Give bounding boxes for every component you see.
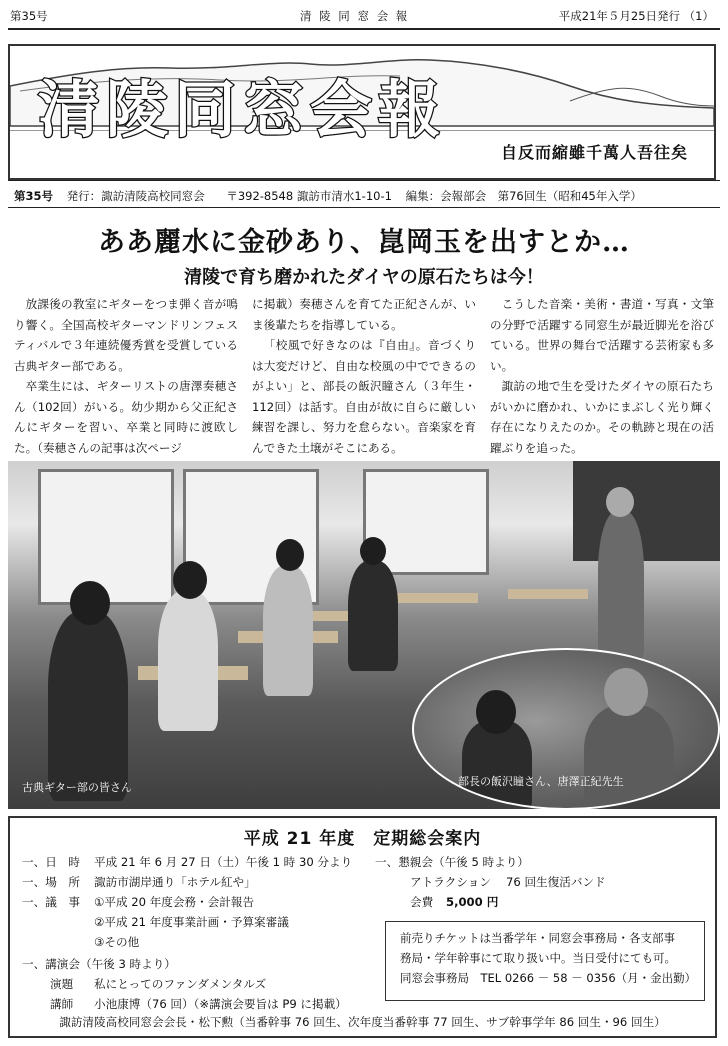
article-column-1 [14,294,238,458]
student-head [70,581,110,625]
pubinfo-editor: 編集：会報部会 第76回生（昭和45年入学） [405,189,642,203]
article-paragraph: 「校風で好きなのは『自由』。音づくりは大変だけど、自由な校風の中でできるのがよい」と、部長の飯沢瞳さん（３年生・112回）は話す。自由が故に自らに厳しい練習を課し、努力を怠らない。音楽家を育んできた土壌がそこにある。 [252,338,476,455]
notice-item: ③その他 [94,935,140,949]
pubinfo-publisher: 発行：諏訪清陵高校同窓会 [66,189,205,203]
teacher-figure [598,511,644,661]
article-paragraph: 諏訪の地で生を受けたダイヤの原石たちがいかに磨かれ、いかにまぶしく光り輝く存在になりえたのか。その軌跡と現在の活躍ぶりを追った。 [490,379,714,455]
desk [508,589,588,599]
student-figure [263,566,313,696]
teacher-head [606,487,634,517]
pubinfo-issue: 第35号 [14,189,54,203]
student-head [276,539,304,571]
subheadline: 清陵で育ち磨かれたダイヤの原石たちは今！ [184,267,544,288]
masthead-motto: 自反而縮雖千萬人吾往矣 [500,143,688,162]
student-head [360,537,386,565]
ticket-line: 同窓会事務局 TEL 0266 － 58 － 0356（月・金出勤） [400,971,697,985]
pubinfo-rule-top [8,180,720,181]
party-info: 一、懇親会（午後 5 時より） [375,855,529,869]
masthead-title: 清陵同窓会報 [38,73,447,146]
header-rule [8,28,720,30]
photo-caption: 古典ギター部の皆さん [22,781,132,794]
desk [388,593,478,603]
pubinfo-address: 〒392-8548 諏訪市清水1-10-1 [226,189,392,203]
notice-title: 平成 21 年度 定期総会案内 [243,829,482,849]
notice-footer: 諏訪清陵高校同窓会会長・松下勲（当番幹事 76 回生、次年度当番幹事 77 回生、サブ幹事学年 86 回生・96 回生） [59,1015,666,1029]
article-paragraph: 卒業生には、ギターリストの唐澤奏穂さん（102回）がいる。幼少期から父正紀さんにギターを習い、卒業と同時に渡欧した。（奏穂さんの記事は次ページ [14,379,238,455]
article-column-2 [252,294,476,458]
inset-caption: 部長の飯沢瞳さん、唐澤正紀先生 [458,775,624,788]
ticket-line: 務局・学年幹事にて取り扱い中。当日受付にても可。 [400,951,676,965]
issue-date: 平成21年５月25日発行 （1） [558,9,714,23]
paper-name: 清 陵 同 窓 会 報 [300,9,410,23]
party-fee: 会費 5,000 円 [410,895,499,909]
notice-item: 演題 私にとってのファンダメンタルズ [50,977,267,991]
publication-info [14,188,642,204]
student-figure [158,591,218,731]
notice-item: 講師 小池康博（76 回）（※講演会要旨は P9 に掲載） [50,997,347,1011]
article-paragraph: 放課後の教室にギターをつま弾く音が鳴り響く。全国高校ギターマンドリンフェスティバルで３年連続優秀賞を受賞している古典ギター部である。 [14,297,238,373]
teacher-head [604,668,648,716]
teacher-figure [584,705,674,810]
notice-item: 一、議 事 ①平成 20 年度会務・会計報告 [22,895,255,909]
pubinfo-rule-bottom [8,207,720,208]
headline: ああ麗水に金砂あり、崑岡玉を出すとか… [98,227,630,258]
notice-item: 一、日 時 平成 21 年 6 月 27 日（土）午後 1 時 30 分より [22,855,353,869]
article-paragraph: こうした音楽・美術・書道・写真・文筆の分野で活躍する同窓生が最近脚光を浴びている。世界の舞台で活躍する芸術家も多い。 [490,297,714,373]
ticket-info-box [385,921,705,1001]
party-attraction: アトラクション 76 回生復活バンド [410,875,606,889]
issue-number: 第35号 [10,9,48,23]
notice-item: 一、講演会（午後 3 時より） [22,957,176,971]
student-figure [348,561,398,671]
student-head [173,561,207,599]
notice-item: 一、場 所 諏訪市湖岸通り「ホテル紅や」 [22,875,256,889]
notice-item: ②平成 21 年度事業計画・予算案審議 [94,915,289,929]
blackboard [573,461,720,561]
ticket-line: 前売りチケットは当番学年・同窓会事務局・各支部事 [400,931,675,945]
student-figure [48,611,128,801]
general-meeting-notice [8,816,717,1038]
student-head [476,690,516,734]
classroom-window [38,469,174,605]
article-paragraph: に掲載）奏穂さんを育てた正紀さんが、いま後輩たちを指導している。 [252,297,476,332]
article-column-3 [490,294,714,458]
